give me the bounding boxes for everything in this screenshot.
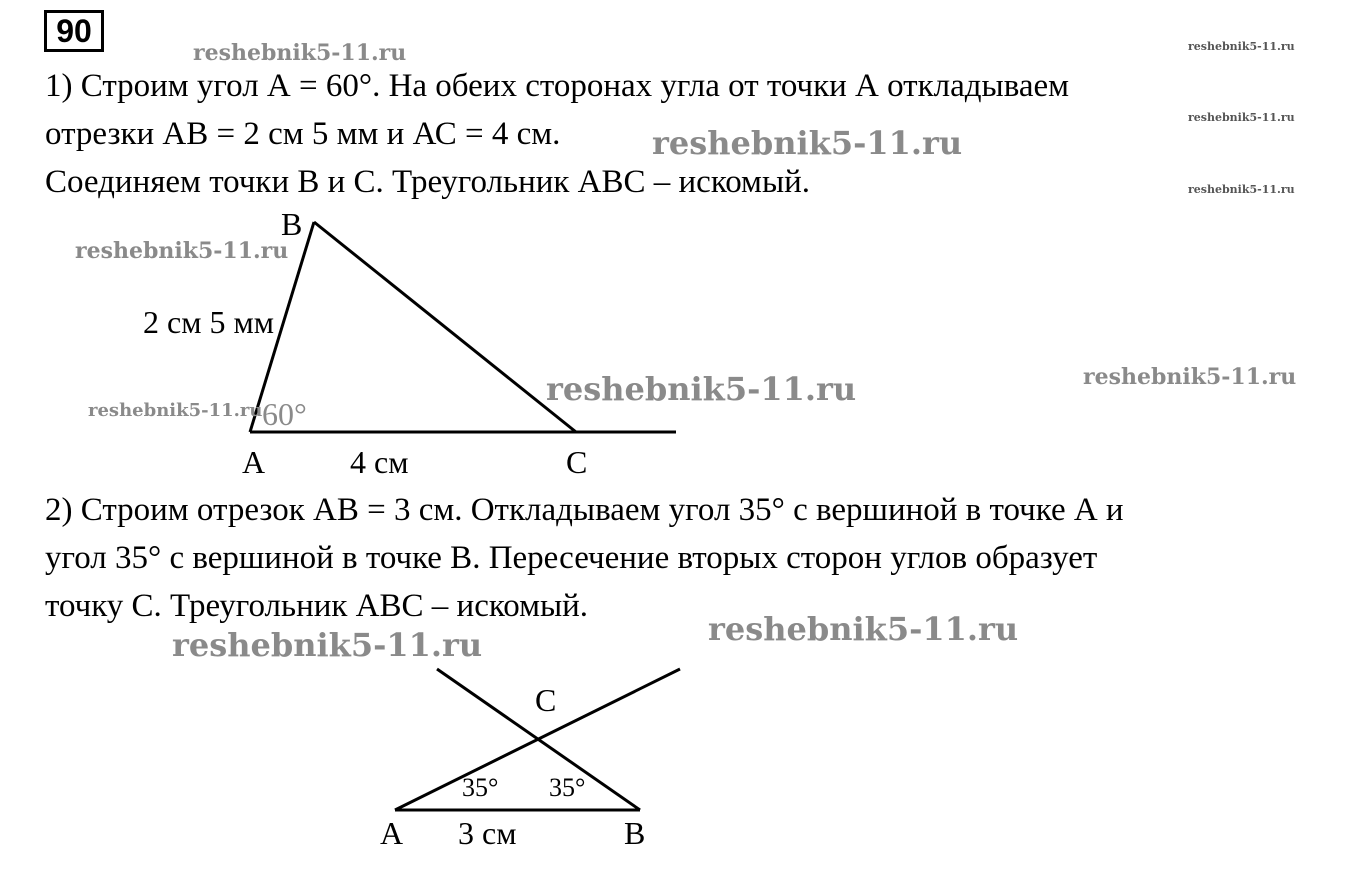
watermark: reshebnik5-11.ru [1188, 183, 1295, 196]
part1-line-2: отрезки АВ = 2 см 5 мм и АС = 4 см. [45, 116, 561, 152]
watermark: reshebnik5-11.ru [1188, 40, 1295, 53]
watermark: reshebnik5-11.ru [1083, 364, 1297, 390]
part2-line-3: точку С. Треугольник АВС – искомый. [45, 588, 589, 624]
angle-a-label: 60° [262, 396, 307, 432]
vertex-a-label: A [242, 444, 266, 480]
watermark: reshebnik5-11.ru [546, 370, 857, 408]
watermark: reshebnik5-11.ru [1188, 111, 1295, 124]
vertex-a2-label: A [380, 815, 404, 851]
watermark: reshebnik5-11.ru [708, 610, 1019, 648]
watermark: reshebnik5-11.ru [652, 124, 963, 162]
part1-line-1: 1) Строим угол А = 60°. На обеих сторонах угла от точки А откладываем [45, 68, 1070, 104]
side-ab2-label: 3 см [458, 815, 517, 851]
vertex-c-label: C [566, 444, 588, 480]
angle-a2-label: 35° [462, 773, 499, 802]
watermark: reshebnik5-11.ru [88, 400, 263, 421]
part1-line-3: Соединяем точки В и С. Треугольник АВС – искомый. [45, 164, 811, 200]
side-ac-label: 4 см [350, 444, 409, 480]
vertex-b-label: B [281, 206, 303, 242]
angle-b2-label: 35° [549, 773, 586, 802]
vertex-c2-label: C [535, 682, 557, 718]
side-ab-label: 2 см 5 мм [143, 304, 274, 340]
watermark: reshebnik5-11.ru [193, 40, 407, 66]
part2-line-1: 2) Строим отрезок АВ = 3 см. Откладываем угол 35° с вершиной в точке А и [45, 492, 1124, 528]
watermark: reshebnik5-11.ru [75, 238, 289, 264]
watermark: reshebnik5-11.ru [172, 626, 483, 664]
problem-number: 90 [44, 10, 104, 52]
vertex-b2-label: B [624, 815, 646, 851]
part2-line-2: угол 35° с вершиной в точке В. Пересечение вторых сторон углов образует [45, 540, 1098, 576]
